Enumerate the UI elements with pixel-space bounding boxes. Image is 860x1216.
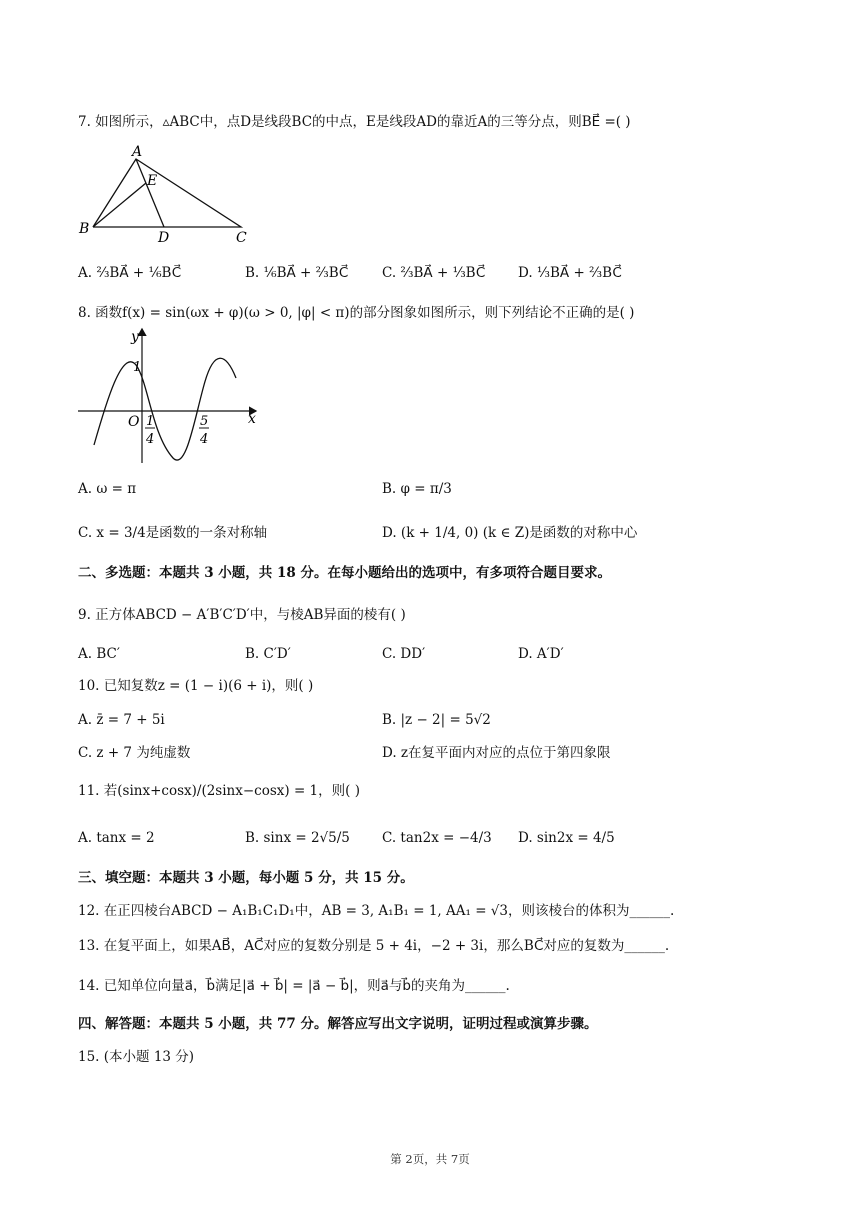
section-heading-multi-choice: 二、多选题：本题共 3 小题，共 18 分。在每小题给出的选项中，有多项符合题目要求。 (78, 565, 611, 581)
q12-stem: 12. 在正四棱台ABCD − A₁B₁C₁D₁中，AB = 3, A₁B₁ = 1, AA₁ = √3，则该棱台的体积为______. (78, 903, 675, 919)
label-C: C (236, 230, 247, 243)
q7-option-c: C. ⅔BA⃗ + ⅓BC⃗ (382, 265, 486, 281)
q9-option-b: B. C′D′ (245, 646, 291, 662)
label-E: E (147, 173, 158, 189)
q9-stem: 9. 正方体ABCD − A′B′C′D′中，与棱AB异面的棱有( ) (78, 607, 406, 623)
q9-option-a: A. BC′ (78, 646, 120, 662)
q10-option-d: D. z在复平面内对应的点位于第四象限 (382, 745, 611, 761)
q11-stem: 11. 若(sinx+cosx)/(2sinx−cosx) = 1，则( ) (78, 783, 360, 799)
q9-option-c: C. DD′ (382, 646, 426, 662)
q8-stem: 8. 函数f(x) = sin(ωx + φ)(ω > 0, |φ| < π)的部分图象如图所示，则下列结论不正确的是( ) (78, 305, 635, 321)
q14-stem: 14. 已知单位向量a⃗，b⃗满足|a⃗ + b⃗| = |a⃗ − b⃗|，则a⃗与b⃗的夹角为______. (78, 978, 510, 994)
label-D: D (158, 230, 170, 243)
tick-quarter-num: 1 (146, 414, 155, 429)
tick-one-label: 1 (133, 360, 142, 375)
tick-five-quarter-num: 5 (200, 414, 209, 429)
q7-stem: 7. 如图所示，▵ABC中，点D是线段BC的中点，E是线段AD的靠近A的三等分点，则BE⃗ =( ) (78, 114, 631, 130)
tick-five-quarter-den: 4 (200, 432, 209, 447)
q11-option-c: C. tan2x = −4/3 (382, 830, 492, 846)
sine-graph (76, 323, 266, 468)
axis-x-label: x (248, 411, 256, 427)
q7-option-d: D. ⅓BA⃗ + ⅔BC⃗ (518, 265, 622, 281)
q11-option-a: A. tanx = 2 (78, 830, 155, 846)
tick-quarter-den: 4 (146, 432, 155, 447)
q8-option-a: A. ω = π (78, 481, 137, 497)
q10-option-c: C. z + 7 为纯虚数 (78, 745, 191, 761)
q10-option-a: A. z̄ = 7 + 5i (78, 712, 165, 728)
page-footer: 第 2页，共 7页 (390, 1152, 470, 1166)
origin-label: O (128, 414, 140, 430)
q10-option-b: B. |z − 2| = 5√2 (382, 712, 491, 728)
q8-option-b: B. φ = π/3 (382, 481, 452, 497)
q7-option-a: A. ⅔BA⃗ + ⅙BC⃗ (78, 265, 182, 281)
q7-option-b: B. ⅙BA⃗ + ⅔BC⃗ (245, 265, 349, 281)
label-B: B (79, 221, 90, 237)
label-A: A (132, 144, 143, 160)
q9-option-d: D. A′D′ (518, 646, 564, 662)
q8-option-c: C. x = 3/4是函数的一条对称轴 (78, 525, 268, 541)
q13-stem: 13. 在复平面上，如果AB⃗，AC⃗对应的复数分别是 5 + 4i，−2 + 3i，那么BC⃗对应的复数为______. (78, 938, 670, 954)
q8-option-d: D. (k + 1/4, 0) (k ∈ Z)是函数的对称中心 (382, 525, 638, 541)
triangle-figure (76, 143, 256, 243)
axis-y-label: y (131, 329, 139, 345)
q15-stem: 15. (本小题 13 分) (78, 1049, 195, 1065)
q11-option-b: B. sinx = 2√5/5 (245, 830, 350, 846)
q11-option-d: D. sin2x = 4/5 (518, 830, 615, 846)
section-heading-solutions: 四、解答题：本题共 5 小题，共 77 分。解答应写出文字说明，证明过程或演算步骤。 (78, 1016, 598, 1032)
section-heading-fill-in: 三、填空题：本题共 3 小题，每小题 5 分，共 15 分。 (78, 870, 414, 886)
q10-stem: 10. 已知复数z = (1 − i)(6 + i)，则( ) (78, 678, 314, 694)
